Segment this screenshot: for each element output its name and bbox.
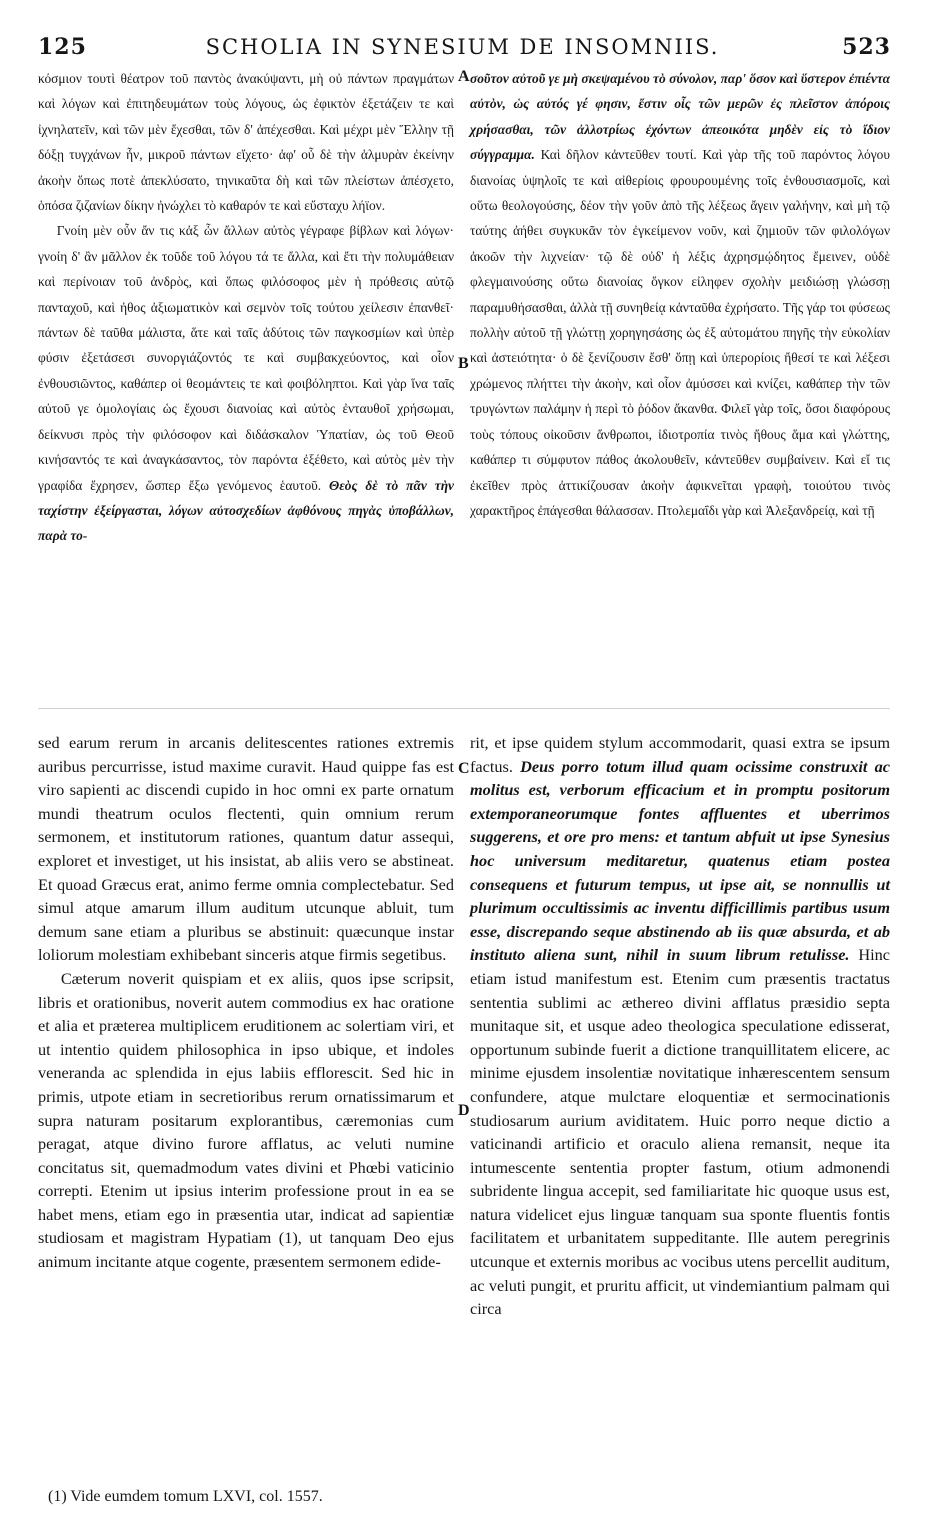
margin-marker-b: B xyxy=(458,355,469,372)
latin-right-paragraph-1-text: rit, et ipse quidem stylum accommodarit, quasi extra se ipsum factus. xyxy=(470,733,890,776)
greek-left-paragraph-1: κόσμιον τουτὶ θέατρον τοῦ παντὸς ἀνακύψαντι, μὴ οὐ πάντων πραγμάτων καὶ λόγων καὶ ἐπιτηδευμάτων τοὺς λόγους, ὡς ἐφικτὸν ἐξετάζειν τε καὶ ἰχνηλατεῖν, καὶ τῶν μὲν ἔχεσθαι, τῶν δ' ἀπέχεσθαι. Καὶ μέχρι μὲν Ἕλλην τῇ δόξῃ τυγχάνων ἦν, μικροῦ πάντων εἴχετο· ἀφ' οὗ δὲ τὴν ἁλμυρὰν ἐκείνην ἀκοὴν ὅπως ποτὲ ἀπεκλύσατο, τηνικαῦτα δὴ καὶ τῶν πλείστων ἀπέσχετο, ὁπόσα ζιζανίων δίκην ἠνώχλει τὸ καθαρόν τε καὶ εὔσταχυ λήϊον. xyxy=(38,71,454,214)
margin-marker-c: C xyxy=(458,760,470,777)
greek-left-paragraph-2-text: Γνοίη μὲν οὖν ἄν τις κἀξ ὧν ἄλλων αὐτὸς γέγραφε βίβλων καὶ λόγων· γνοίη δ' ἂν μᾶλλον ἐκ τοῦδε τοῦ λόγου τά τε ἄλλα, καὶ ἔτι τὴν πολυμάθειαν καὶ περίνοιαν τοῦ ἀνδρὸς, καὶ ὅπως φιλόσοφος μὲν ἡ πρόθεσις αὐτῷ πανταχοῦ, καὶ ἠθος ἀξιωματικὸν καὶ σεμνὸν τοῖς τούτου χείλεσιν ἐπανθεῖ· πάντων δὲ ταῦθα μάλιστα, ἅτε καὶ ταῖς ἀδύτοις τῶν παγκοσμίων καὶ ὑπὲρ φύσιν ἐξετάσεσι συνοργιάζοντός τε καὶ συμβακχεύοντος, καὶ οἷον ἐνθουσιῶντος, καθάπερ οἱ θεομάντεις τε καὶ φοιβόληπτοι. Καὶ γὰρ ἵνα ταῖς αὐτοῦ γε ὁμολογίαις ὡς ἔχουσι διανοίας καὶ αὐτὸς ἐνταυθοῖ χρήσωμαι, δείκνυσι πρὸς τὴν φιλόσοφον καὶ διδάσκαλον Ὑπατίαν, ὡς τοῦ Θεοῦ κινήσαντός τε καὶ ἀναγκάσαντος, τὸν παρόντα ἐξέθετο, καὶ αὐτὸς μὲν τὴν γραφίδα ἔχρησεν, ὥσπερ ἔξω γενόμενος ἑαυτοῦ. xyxy=(38,223,454,493)
greek-right-italic-quote: σοῦτον αὐτοῦ γε μὴ σκεψαμένου τὸ σύνολον, παρ' ὅσον καὶ ὕστερον ἐπιέντα αὐτὸν, ὡς αὐτός γέ φησιν, ἔστιν οἷς τῶν μερῶν ἐς πλεῖστον ἀπόροις χρήσασθαι, τῶν ἀλλοτρίως ἐχόντων ἀπεοικότα μηδὲν εἰς τὸ ἴδιον σύγγραμμα. xyxy=(470,71,890,163)
latin-column-left xyxy=(38,731,454,1274)
latin-left-paragraph-2: Cæterum noverit quispiam et ex aliis, quos ipse scripsit, libris et orationibus, noverit autem commodius ex hac oratione et alia et præterea multiplicem eruditionem ac solertiam viri, et ut intentio quidem philosophica in ipso ubique, et indoles veneranda ac splendida in ejus labiis efflorescit. Sed hic in primis, utpote etiam in secretioribus rerum ornatissimarum et supra naturam positarum explorantibus, cæremonias cum peragat, atque divino furore afflatus, ac veluti numine concitatus sit, quemadmodum vates divini et Phœbi vaticinio correpti. Etenim ut ipsius interim professione prout in ea se habet mens, etiam ego in præsentia utar, indicat ad sapientiæ studiosam et magistram Hypatiam (1), ut tanquam Deo ejus animum incitante atque cogente, præsentem sermonem edide- xyxy=(38,968,454,1272)
greek-left-paragraph-2 xyxy=(38,218,454,548)
section-divider xyxy=(38,708,890,709)
page-number-right: 523 xyxy=(842,34,891,60)
greek-column-right xyxy=(470,66,890,523)
greek-right-paragraph-1 xyxy=(470,66,890,523)
latin-right-paragraph-1 xyxy=(470,731,890,1321)
latin-column-right xyxy=(470,731,890,1321)
latin-right-paragraph-1-tail: Hinc etiam istud manifestum est. Etenim cum præsentis tractatus sententia sublimi ac æthereo divini afflatus præsidio septa munitaque sit, et usque adeo theologica speculatione edisserat, opportunum subinde fuerit a dictione tranquillitatem elicere, ac minime ejusdem insolentiæ novitatique inhærescentem sensum confundere, atque mulctare eloquentiæ et sermocinationis studiosarum aurium aviditatem. Huic porro neque dictio a vaticinandi artificio et oraculo aliena remansit, neque ita intumescente sententia propter fastum, otium admonendi subridente lingua accepit, sed familiaritate hic quoque usus est, natura videlicet ejus linguæ tanquam sua sponte fluentis fontis facilitatem et urbanitatem suppeditante. Ille autem peregrinis utcunque et externis moribus ac vocibus utens percellit auditum, ac veluti pungit, et pruritu afficit, ut vindemiantium palmam qui circa xyxy=(470,945,890,1319)
latin-left-paragraph-1: sed earum rerum in arcanis delitescentes rationes extremis auribus percurrisse, istud maxime curavit. Haud quippe fas est viro sapienti ac discendi cupido in hoc omni ex parte ornatum mundi theatrum oculos flectenti, quin omnium rerum sermonem, et institutorum rationes, quantum datur assequi, exploret et investiget, ut his insistat, ab aliis vero se abstineat. Et quoad Græcus erat, animo ferme omnia complectebatur. Sed simul atque amarum illum auditum utcunque abluit, tum demum sane etiam a pluribus se abstinuit: quæcunque instar loliorum molestiam exhibebant sinceris atque firmis segetibus. xyxy=(38,733,454,965)
margin-marker-d: D xyxy=(458,1102,470,1119)
greek-left-italic-quote: Θεὸς δὲ τὸ πᾶν τὴν ταχίστην ἐξείργασται, λόγων αὐτοσχεδίων ἀφθόνους πηγὰς ὑποβάλλων, παρὰ το- xyxy=(38,477,454,544)
page-number-left: 125 xyxy=(38,34,87,60)
margin-marker-a: A xyxy=(458,68,470,85)
greek-right-paragraph-1-text: Καὶ δῆλον κἀντεῦθεν τουτί. Καὶ γὰρ τῆς τοῦ παρόντος λόγου διανοίας ὑψηλοῖς τε καὶ αἰθερίοις φρουρουμένης τοῖς ἐνθουσιασμοῖς, καὶ οὕτω θεολογούσης, δέον τὴν γοῦν ἀπὸ τῆς λέξεως ἄγειν γαλήνην, καὶ μὴ τῷ ταύτης ἀήθει συγκυκᾶν τὸν ἐγκείμενον νοῦν, καὶ ζημιοῦν τῶν φιλολόγων ἀκοῶν τὴν λιχνείαν· τῷ δὲ οὐδ' ἡ λέξις ἀχρησμῴδητος ἔμεινεν, οὐδὲ φλεγμαινούσης οὕτω διανοίας ὄγκον εἰληφεν σχολὴν μειδιώσῃ γλώσσῃ παραμυθήσασθαι, ἀλλὰ τῇ συνηθείᾳ κἀνταῦθα ἐχρήσατο. Τῆς γάρ τοι φύσεως πολλὴν αὐτοῦ τῇ γλώττῃ χορηγησάσης ὡς ἐξ αὐτομάτου πηγῆς τὴν εὐκολίαν καὶ ἀστειότητα· ὁ δὲ ξενίζουσιν ἔσθ' ὅπῃ καὶ ὑπερορίοις ἤθεσί τε καὶ λέξεσι χρώμενος πλήττει τὴν ἀκοὴν, καὶ οἷον ἀμύσσει καὶ κνίζει, καθάπερ τὴν τῶν τρυγώντων παλάμην ἡ περὶ τὸ ῥόδον ἄκανθα. Φιλεῖ γὰρ τοῖς, ὅσοι διαφόρους τοὺς τόπους οἰκοῦσιν ἄνθρωποι, ἰδιοτροπία τινὸς ἤθους ἅμα καὶ γλώττης, καθάπερ τι σύμφυτον πάθος ἀκολουθεῖν, κἀντεῦθεν συμβαίνειν. Καὶ εἴ τις ἐκεῖθεν πρὸς ἀττικίζουσαν ἀκοὴν ἀφικνεῖται γραφὴ, τοιούτου τινὸς χαρακτῆρος ἐπάγεσθαι θάλασσαν. Πτολεμαΐδι γὰρ καὶ Ἀλεξανδρείᾳ, καὶ τῇ xyxy=(470,147,891,518)
greek-column-left xyxy=(38,66,454,549)
running-title: SCHOLIA IN SYNESIUM DE INSOMNIIS. xyxy=(205,35,720,59)
page-header xyxy=(0,34,925,62)
footnote: (1) Vide eumdem tomum LXVI, col. 1557. xyxy=(48,1488,323,1505)
latin-right-italic-quote: Deus porro totum illud quam ocissime construxit ac molitus est, verborum efficacium et in promptu positorum extemporaneorumque fontes affluentes et uberrimos suggerens, et ore pro mens: et tantum abfuit ut ipse Synesius hoc universum meditaretur, quatenus etiam postea consequens et futurum tempus, ut ipse ait, se nonnullis ut plurimum occultissimis ac inventu difficillimis partibus usum esse, discrepando seque abstinendo ab iis quæ absurda, et ab instituto aliena sunt, nihil in suum librum retulisse. xyxy=(470,756,890,965)
